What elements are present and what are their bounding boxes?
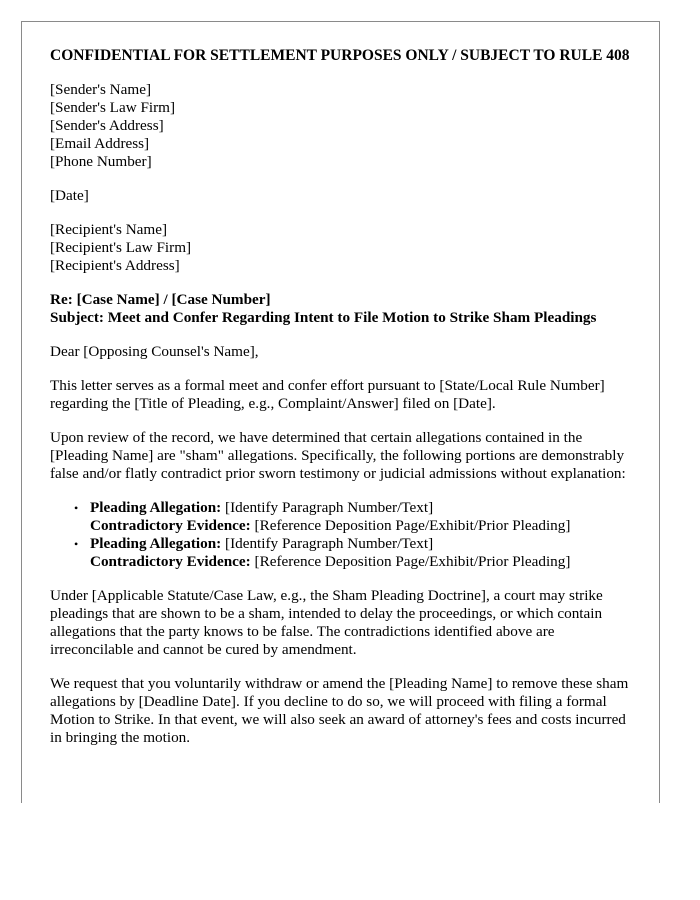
- evidence-text: [Reference Deposition Page/Exhibit/Prior Pleading]: [250, 553, 571, 570]
- sender-block: [50, 81, 631, 171]
- recipient-name: [Recipient's Name]: [50, 221, 168, 238]
- sender-phone: [Phone Number]: [50, 153, 152, 170]
- bullet-icon: •: [74, 537, 79, 551]
- evidence-text: [Reference Deposition Page/Exhibit/Prior Pleading]: [250, 517, 571, 534]
- allegations-list: [50, 499, 631, 571]
- allegation-text: [Identify Paragraph Number/Text]: [221, 535, 434, 552]
- allegation-text: [Identify Paragraph Number/Text]: [221, 499, 434, 516]
- sender-name: [Sender's Name]: [50, 81, 151, 98]
- salutation: Dear [Opposing Counsel's Name],: [50, 343, 259, 360]
- paragraph-request: We request that you voluntarily withdraw or amend the [Pleading Name] to remove these sham allegations by [Deadline Date]. If you decline to do so, we will proceed with filing a formal Motion to Strike. In that event, we will also seek an award of attorney's fees and costs incurred in bringing the motion.: [50, 675, 629, 746]
- allegation-label: Pleading Allegation:: [90, 499, 222, 516]
- allegation-label: Pleading Allegation:: [90, 535, 222, 552]
- sender-address: [Sender's Address]: [50, 117, 164, 134]
- sender-firm: [Sender's Law Firm]: [50, 99, 176, 116]
- sender-email: [Email Address]: [50, 135, 150, 152]
- letter-page: [21, 21, 660, 803]
- paragraph-legal-basis: Under [Applicable Statute/Case Law, e.g., the Sham Pleading Doctrine], a court may strike pleadings that are shown to be a sham, intended to delay the proceedings, or which contain allegations that the party knows to be false. The contradictions identified above are irreconcilable and cannot be cured by amendment.: [50, 587, 603, 658]
- paragraph-intro: This letter serves as a formal meet and confer effort pursuant to [State/Local Rule Number] regarding the [Title of Pleading, e.g., Complaint/Answer] filed on [Date].: [50, 377, 605, 412]
- list-item: [74, 499, 631, 535]
- evidence-label: Contradictory Evidence:: [90, 517, 251, 534]
- allegation-line: [90, 535, 631, 553]
- bullet-icon: •: [74, 501, 79, 515]
- recipient-address: [Recipient's Address]: [50, 257, 180, 274]
- letter-date: [Date]: [50, 187, 89, 204]
- re-line: Re: [Case Name] / [Case Number]: [50, 291, 271, 308]
- evidence-line: [90, 553, 631, 571]
- recipient-firm: [Recipient's Law Firm]: [50, 239, 192, 256]
- allegation-line: [90, 499, 631, 517]
- recipient-block: [50, 221, 631, 275]
- confidentiality-heading: CONFIDENTIAL FOR SETTLEMENT PURPOSES ONLY / SUBJECT TO RULE 408: [50, 47, 630, 64]
- evidence-line: [90, 517, 631, 535]
- subject-line: Subject: Meet and Confer Regarding Intent to File Motion to Strike Sham Pleadings: [50, 309, 597, 326]
- evidence-label: Contradictory Evidence:: [90, 553, 251, 570]
- list-item: [74, 535, 631, 571]
- reference-block: [50, 291, 631, 327]
- paragraph-review: Upon review of the record, we have determined that certain allegations contained in the [Pleading Name] are "sham" allegations. Specifically, the following portions are demonstrably false and/or flatly contradict prior sworn testimony or judicial admissions without explanation:: [50, 429, 626, 482]
